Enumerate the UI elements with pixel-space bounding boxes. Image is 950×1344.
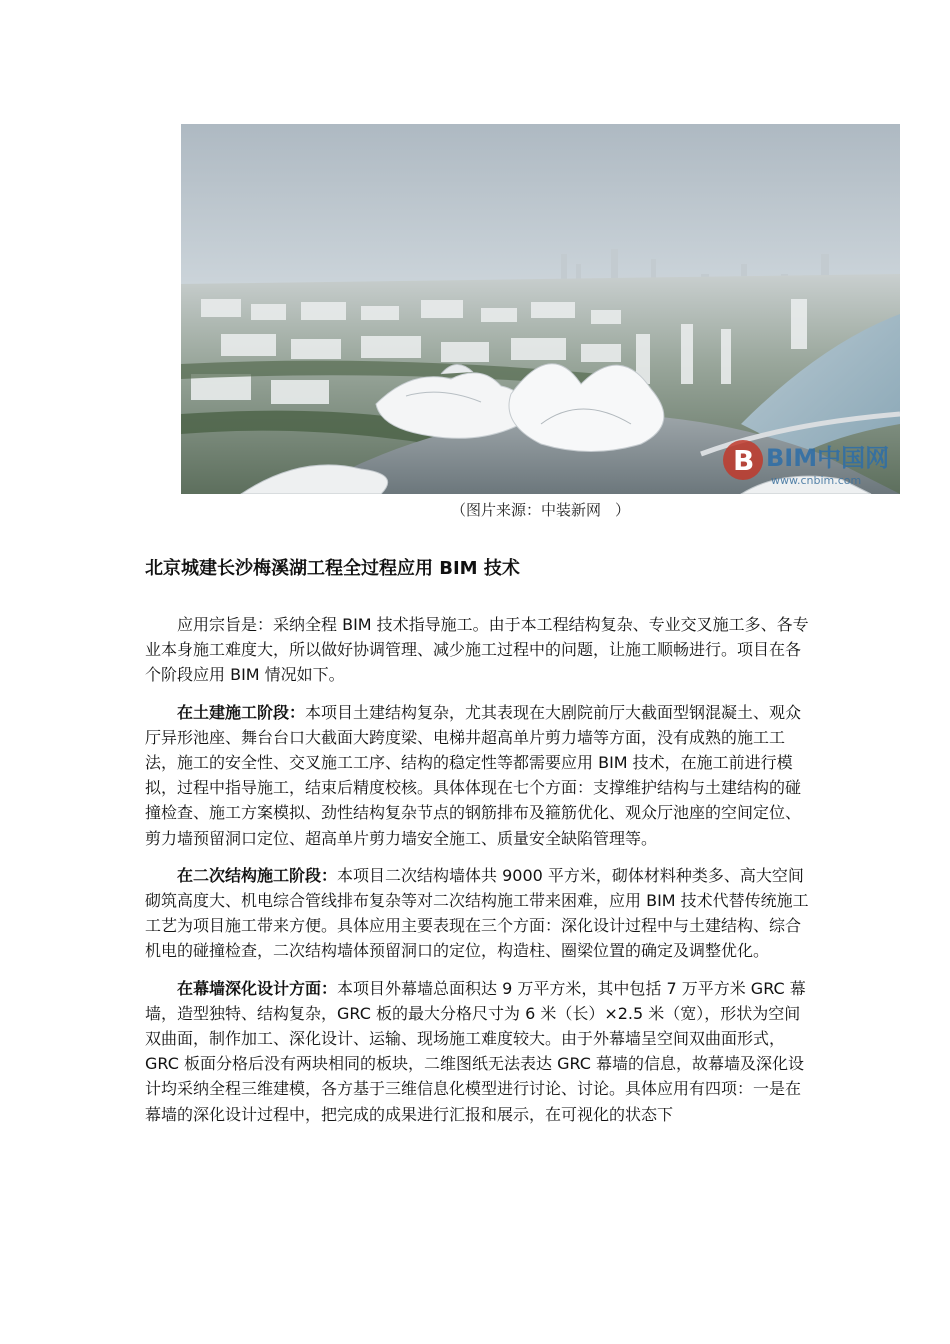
paragraph-intro: [145, 612, 810, 688]
paragraph-text: 本项目外幕墙总面积达 9 万平方米，其中包括 7 万平方米 GRC 幕墙，造型独特、结构复杂，GRC 板的最大分格尺寸为 6 米（长）×2.5 米（宽），形状为空间双曲面，制作加工、深化设计、运输、现场施工难度较大。由于外幕墙呈空间双曲面形式，GRC 板面分格后没有两块相同的板块，二维图纸无法表达 GRC 幕墙的信息，故幕墙及深化设计均采纳全程三维建模，各方基于三维信息化模型进行讨论、讨论。具体应用有四项：一是在幕墙的深化设计过程中，把完成的成果进行汇报和展示，在可视化的状态下: [145, 978, 806, 1124]
paragraph-lead: 在二次结构施工阶段：: [177, 865, 338, 885]
paragraph-civil-construction: [145, 700, 810, 851]
watermark-brand: BIM中国网: [766, 444, 890, 472]
paragraph-text: 本项目二次结构墙体共 9000 平方米，砌体材料种类多、高大空间砌筑高度大、机电综合管线排布复杂等对二次结构施工带来困难，应用 BIM 技术代替传统施工工艺为项目施工带来方便。具体应用主要表现在三个方面：深化设计过程中与土建结构、综合机电的碰撞检查，二次结构墙体预留洞口的定位，构造柱、圈梁位置的确定及调整优化。: [145, 865, 809, 961]
paragraph-text: 本项目土建结构复杂，尤其表现在大剧院前厅大截面型钢混凝土、观众厅异形池座、舞台台口大截面大跨度梁、电梯井超高单片剪力墙等方面，没有成熟的施工工法，施工的安全性、交叉施工工序、结构的稳定性等都需要应用 BIM 技术，在施工前进行模拟，过程中指导施工，结束后精度校核。具体体现在七个方面：支撑维护结构与土建结构的碰撞检查、施工方案模拟、劲性结构复杂节点的钢筋排布及箍筋优化、观众厅池座的空间定位、剪力墙预留洞口定位、超高单片剪力墙安全施工、质量安全缺陷管理等。: [145, 702, 802, 848]
article-title: 北京城建长沙梅溪湖工程全过程应用 BIM 技术: [145, 558, 520, 579]
paragraph-secondary-structure: [145, 863, 810, 964]
paragraph-lead: 在土建施工阶段：: [177, 702, 306, 722]
caption-text: （图片来源：中装新网: [450, 501, 601, 519]
aerial-city-rendering: [181, 124, 900, 494]
image-caption: [181, 499, 900, 520]
svg-text:B: B: [733, 444, 755, 477]
paragraph-lead: 在幕墙深化设计方面：: [177, 978, 338, 998]
bim-watermark-logo: [723, 440, 763, 480]
paragraph-curtain-wall: [145, 976, 810, 1127]
paragraph-text: 应用宗旨是：采纳全程 BIM 技术指导施工。由于本工程结构复杂、专业交叉施工多、各专业本身施工难度大，所以做好协调管理、减少施工过程中的问题，让施工顺畅进行。项目在各个阶段应用 BIM 情况如下。: [145, 615, 809, 685]
caption-suffix: ）: [615, 501, 631, 519]
watermark-url: www.cnbim.com: [771, 474, 862, 487]
article-body: [145, 612, 810, 1139]
article-photo: [181, 124, 900, 494]
